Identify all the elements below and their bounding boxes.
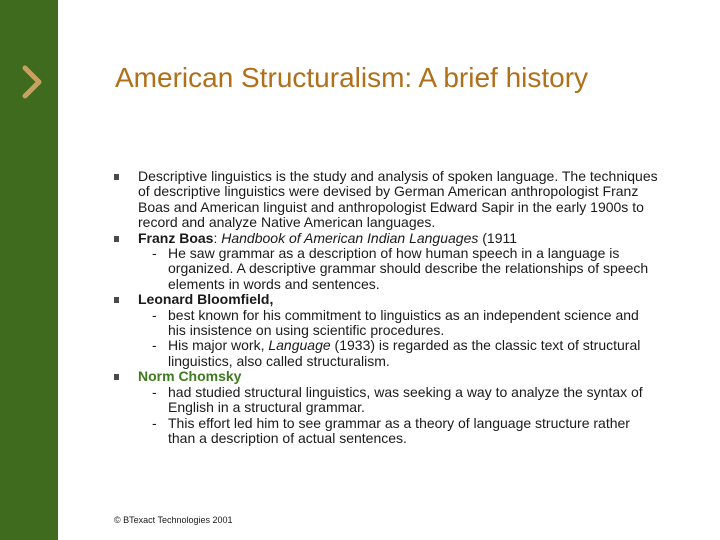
sub-bullet [114,338,659,369]
colon: : [213,229,222,246]
bullet-icon [114,174,119,180]
bullet-norm-chomsky [114,369,659,384]
sub-bullet [114,246,659,292]
sidebar-band [0,0,58,540]
dash-icon: - [152,337,157,354]
person-name: Norm Chomsky [138,368,242,385]
person-name: Leonard Bloomfield, [138,291,274,308]
book-title: Language [268,337,331,354]
chevron-right-icon [12,60,52,104]
copyright-footer: © BTexact Technologies 2001 [114,515,233,525]
sub-bullet [114,416,659,447]
sub-bullet-text: He saw grammar as a description of how human speech in a language is organized. A descriptive grammar should describe the relationships of speech elements in words and sentences. [168,245,649,292]
sub-bullet-text: had studied structural linguistics, was seeking a way to analyze the syntax of English in a structural grammar. [168,383,643,416]
year-text: (1911 [478,229,518,246]
bullet-icon [114,297,119,303]
person-name: Franz Boas [138,229,214,246]
bullet-franz-boas [114,231,659,246]
bullet-text: Descriptive linguistics is the study and analysis of spoken language. The techniques of descriptive linguistics were devised by German American anthropologist Franz Boas and American linguist and anthropologist Edward Sapir in the early 1900s to record and analyze Native American languages. [138,168,658,231]
dash-icon: - [152,414,157,431]
sub-bullet-text: His major work, [168,337,269,354]
dash-icon: - [152,306,157,323]
dash-icon: - [152,383,157,400]
book-title: Handbook of American Indian Languages [221,229,479,246]
slide-title: American Structuralism: A brief history [115,62,589,93]
bullet-icon [114,374,119,380]
bullet-leonard-bloomfield [114,292,659,307]
bullet-icon [114,236,119,242]
dash-icon: - [152,245,157,262]
sub-bullet-text: (1933) is regarded as the classic text of structural linguistics, also called structuralism. [168,337,641,369]
bullet-descriptive-linguistics [114,169,659,231]
sub-bullet [114,385,659,416]
sub-bullet [114,308,659,339]
sub-bullet-text: best known for his commitment to linguistics as an independent science and his insistence on using scientific procedures. [168,306,639,339]
sub-bullet-text: This effort led him to see grammar as a theory of language structure rather than a description of actual sentences. [168,414,630,446]
slide-content [114,169,659,446]
